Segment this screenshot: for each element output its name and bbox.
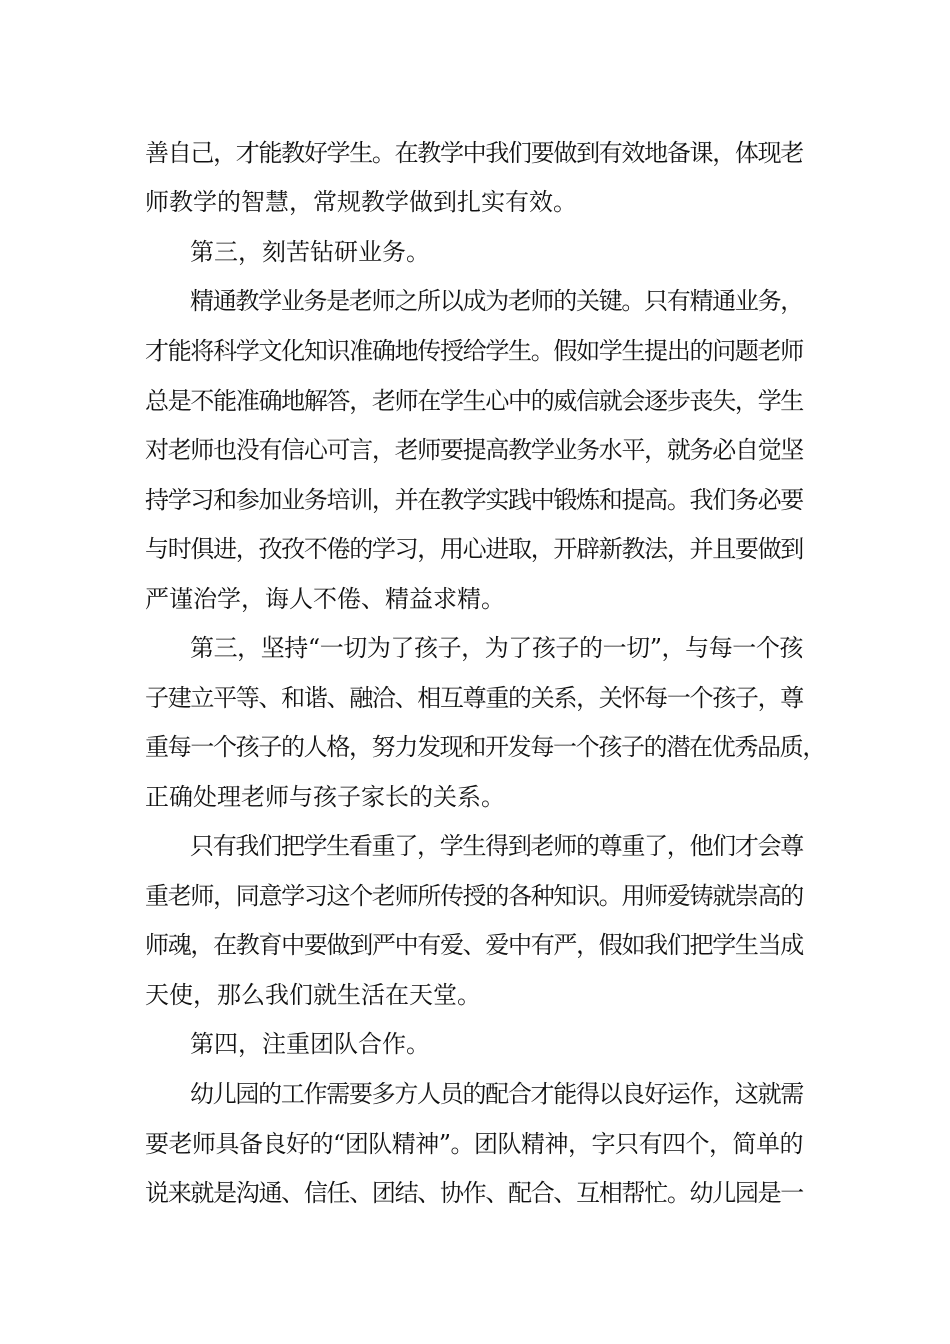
text-line: 子建立平等、和谐、融洽、相互尊重的关系，关怀每一个孩子，尊 — [145, 684, 803, 712]
section-heading: 第三，坚持“一切为了孩子，为了孩子的一切”，与每一个孩 — [190, 634, 803, 662]
text-line: 对老师也没有信心可言，老师要提高教学业务水平，就务必自觉坚 — [145, 436, 803, 464]
text-line: 持学习和参加业务培训，并在教学实践中锻炼和提高。我们务必要 — [145, 486, 803, 514]
text-line: 重每一个孩子的人格，努力发现和开发每一个孩子的潜在优秀品质， — [145, 733, 825, 761]
text-line: 正确处理老师与孩子家长的关系。 — [145, 783, 505, 811]
text-line: 重老师，同意学习这个老师所传授的各种知识。用师爱铸就崇高的 — [145, 882, 803, 910]
text-line: 师魂，在教育中要做到严中有爱、爱中有严，假如我们把学生当成 — [145, 931, 803, 959]
text-line: 师教学的智慧，常规教学做到扎实有效。 — [145, 188, 577, 216]
text-line: 说来就是沟通、信任、团结、协作、配合、互相帮忙。幼儿园是一 — [145, 1179, 803, 1207]
text-line: 只有我们把学生看重了，学生得到老师的尊重了，他们才会尊 — [190, 832, 803, 860]
text-line: 要老师具备良好的“团队精神”。团队精神，字只有四个，简单的 — [145, 1130, 803, 1158]
text-line: 幼儿园的工作需要多方人员的配合才能得以良好运作，这就需 — [190, 1080, 803, 1108]
text-line: 精通教学业务是老师之所以成为老师的关键。只有精通业务， — [190, 287, 803, 315]
text-line: 才能将科学文化知识准确地传授给学生。假如学生提出的问题老师 — [145, 337, 803, 365]
section-heading: 第四，注重团队合作。 — [190, 1030, 430, 1058]
text-line: 严谨治学，诲人不倦、精益求精。 — [145, 585, 505, 613]
text-line: 总是不能准确地解答，老师在学生心中的威信就会逐步丧失，学生 — [145, 387, 803, 415]
text-line: 善自己，才能教好学生。在教学中我们要做到有效地备课，体现老 — [145, 139, 803, 167]
text-line: 天使，那么我们就生活在天堂。 — [145, 981, 481, 1009]
section-heading: 第三，刻苦钻研业务。 — [190, 238, 430, 266]
text-line: 与时俱进，孜孜不倦的学习，用心进取，开辟新教法，并且要做到 — [145, 535, 803, 563]
